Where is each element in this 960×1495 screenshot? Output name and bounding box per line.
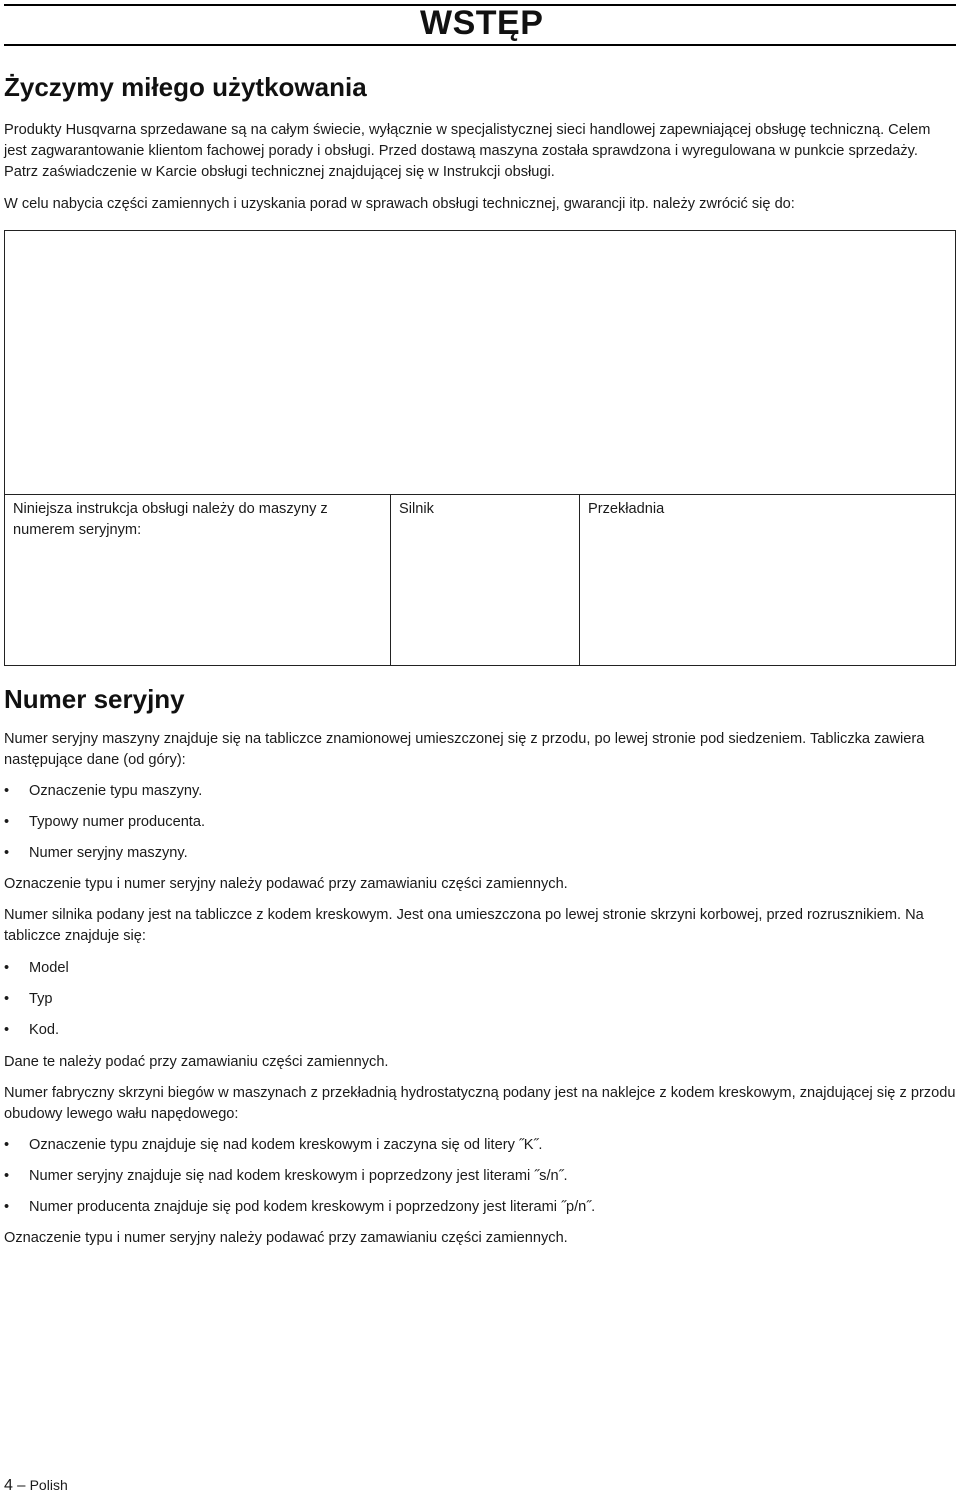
serial-paragraph-2: Oznaczenie typu i numer seryjny należy podawać przy zamawianiu części zamiennych. (4, 876, 568, 892)
page-title: WSTĘP (420, 4, 544, 42)
serial-paragraph-5: Numer fabryczny skrzyni biegów w maszynach z przekładnią hydrostatyczną podany jest na naklejce z kodem kreskowym, znajdującej się z przodu obudowy lewego wału napędowego: (4, 1085, 956, 1122)
dealer-info-box (4, 230, 956, 495)
dealer-paragraph: W celu nabycia części zamiennych i uzyskania porad w sprawach obsługi technicznej, gwarancji itp. należy zwrócić się do: (4, 196, 795, 212)
bullet-icon: • (4, 1199, 10, 1215)
page-header (0, 0, 960, 46)
section-heading-welcome: Życzymy miłego użytkowania (4, 72, 367, 102)
bullet-icon: • (4, 1168, 10, 1184)
intro-paragraph: Produkty Husqvarna sprzedawane są na całym świecie, wyłącznie w specjalistycznej sieci handlowej zapewniającej obsługę techniczną. Celem jest zagwarantowanie klientom fachowej porady i obsługi. Przed dostawą maszyna została sprawdzona i wyregulowana w punkcie sprzedaży. Patrz zaświadczenie w Karcie obsługi technicznej znajdującej się w Instrukcji obsługi. (4, 122, 931, 180)
serial-paragraph-4: Dane te należy podać przy zamawianiu części zamiennych. (4, 1054, 389, 1070)
serial-cell-engine: Silnik (391, 495, 580, 665)
bullet-icon: • (4, 1022, 10, 1038)
bullet-icon: • (4, 814, 10, 830)
footer-language: Polish (29, 1477, 68, 1493)
bullet-icon: • (4, 960, 10, 976)
serial-paragraph-6: Oznaczenie typu i numer seryjny należy podawać przy zamawianiu części zamiennych. (4, 1230, 568, 1246)
serial-number-table (4, 494, 956, 666)
section-heading-serial: Numer seryjny (4, 684, 185, 714)
serial-cell-transmission: Przekładnia (588, 501, 665, 517)
page-number: 4 (4, 1477, 13, 1494)
bullet-icon: • (4, 991, 10, 1007)
bullet-icon: • (4, 783, 10, 799)
header-rule (4, 44, 956, 46)
page-footer (4, 1477, 68, 1495)
footer-separator: – (17, 1477, 26, 1494)
bullet-icon: • (4, 845, 10, 861)
serial-cell-machine: Niniejsza instrukcja obsługi należy do maszyny z numerem seryjnym: (5, 495, 391, 665)
bullet-icon: • (4, 1137, 10, 1153)
serial-paragraph-1: Numer seryjny maszyny znajduje się na tabliczce znamionowej umieszczonej się z przodu, po lewej stronie pod siedzeniem. Tabliczka zawiera następujące dane (od góry): (4, 731, 925, 768)
serial-paragraph-3: Numer silnika podany jest na tabliczce z kodem kreskowym. Jest ona umieszczona po lewej stronie skrzyni korbowej, przed rozrusznikiem. Na tabliczce znajduje się: (4, 907, 924, 944)
